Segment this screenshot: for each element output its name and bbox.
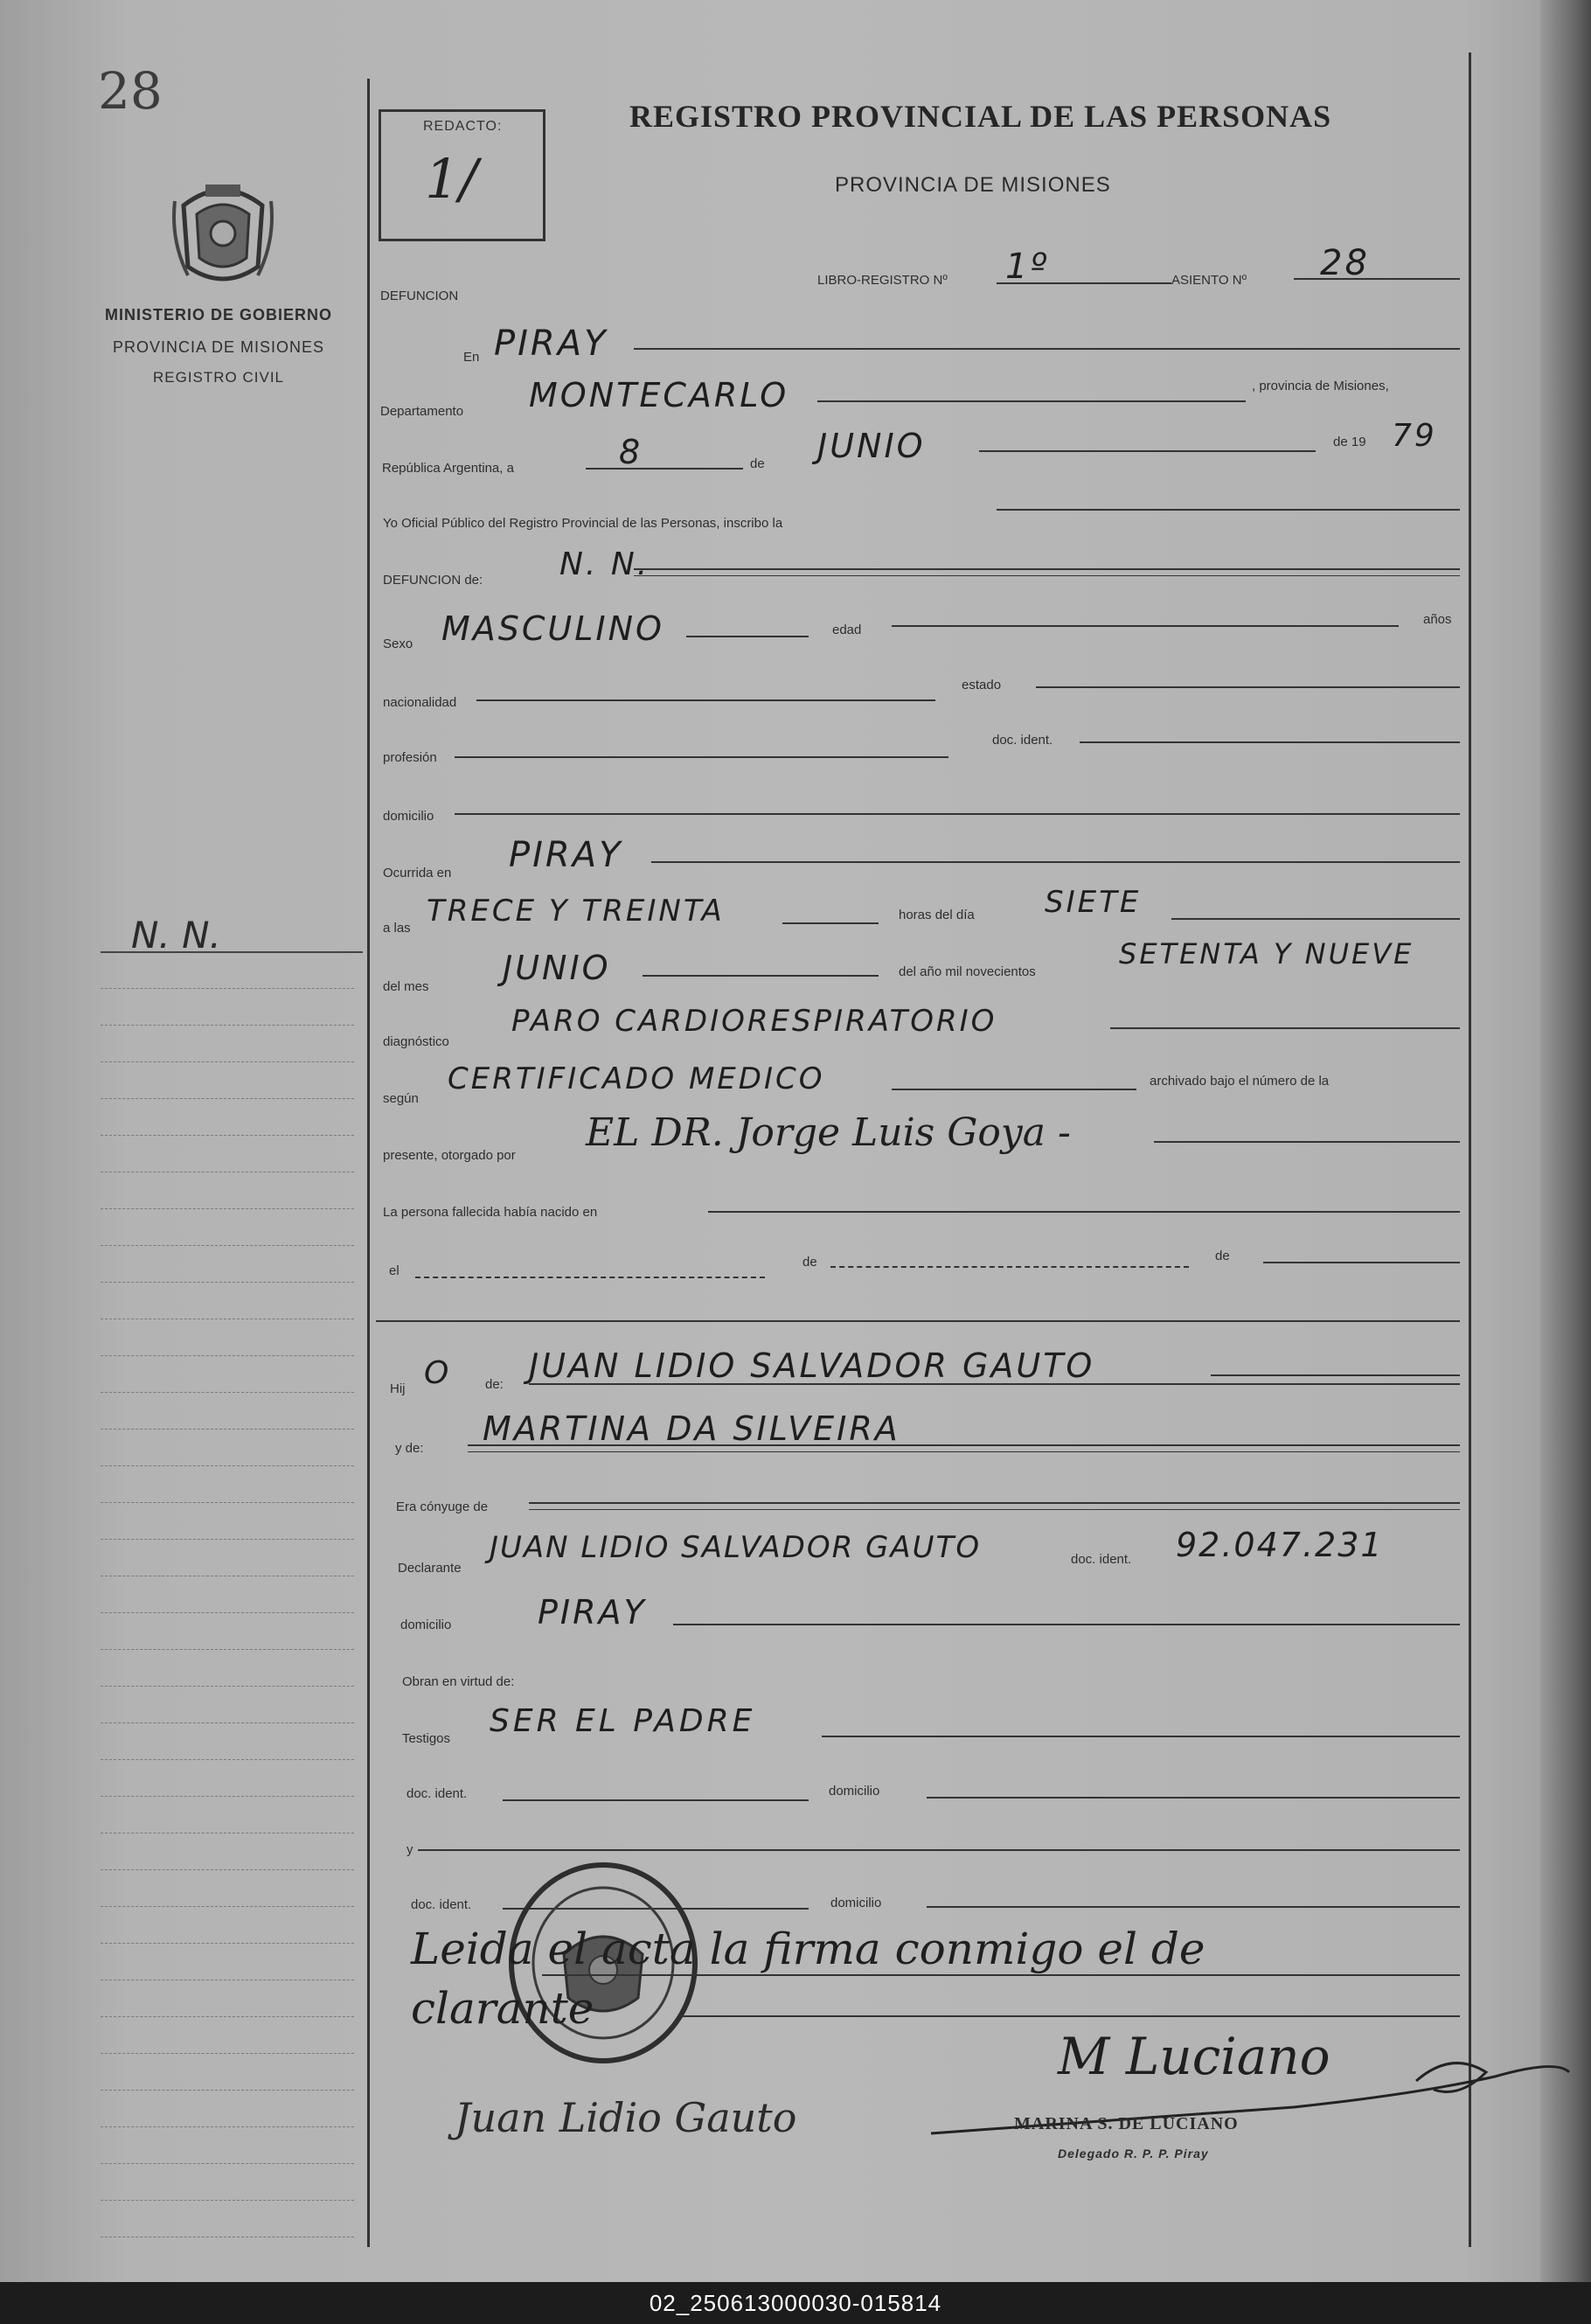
testigo2-domicilio-label: domicilio: [830, 1896, 882, 1910]
padre-value: JUAN LIDIO SALVADOR GAUTO: [529, 1346, 1095, 1385]
margin-ruled-line: [101, 1649, 354, 1650]
margin-ruled-line: [101, 1282, 354, 1283]
mes-line: [979, 450, 1316, 452]
ano-texto-value: SETENTA Y NUEVE: [1119, 937, 1414, 971]
lugar-line: [634, 348, 1460, 350]
provincia-label: , provincia de Misiones,: [1252, 379, 1389, 393]
margin-ruled-line: [101, 1355, 354, 1356]
mes-texto-value: JUNIO: [503, 949, 611, 987]
departamento-line: [817, 400, 1246, 402]
testigo1-domicilio-line: [927, 1797, 1460, 1799]
anos-label: años: [1423, 612, 1452, 627]
declarante-domicilio-value: PIRAY: [538, 1593, 647, 1632]
horas-label: horas del día: [899, 908, 975, 922]
lugar-value: PIRAY: [494, 324, 608, 364]
margin-ruled-line: [101, 2090, 354, 2091]
conyuge-line-2: [529, 1509, 1460, 1510]
dia-line: [586, 468, 743, 470]
form-border-right: [1469, 52, 1471, 2247]
testigo2-domicilio-line: [927, 1906, 1460, 1908]
a-las-label: a las: [383, 921, 411, 936]
province-line: PROVINCIA DE MISIONES: [112, 338, 325, 356]
testigo1-doc-label: doc. ident.: [406, 1786, 468, 1801]
otorgado-line: [1154, 1141, 1460, 1143]
margin-ruled-line: [101, 2053, 354, 2054]
dia-texto-line: [1171, 918, 1460, 920]
sexo-line: [686, 636, 809, 637]
ministry-line: MINISTERIO DE GOBIERNO: [104, 306, 333, 324]
republica-label: República Argentina, a: [382, 461, 514, 476]
conyuge-label: Era cónyuge de: [396, 1499, 489, 1514]
form-border-left: [367, 79, 370, 2247]
section-divider: [376, 1320, 1460, 1322]
margin-ruled-line: [101, 1208, 354, 1209]
official-name: MARINA S. DE LUCIANO: [1014, 2114, 1239, 2133]
closing-line-1-rule: [542, 1974, 1460, 1976]
hijo-label: Hij: [390, 1381, 406, 1396]
nacido-line: [708, 1211, 1460, 1213]
margin-ruled-line: [101, 1465, 354, 1466]
segun-line: [892, 1089, 1136, 1090]
document-subtitle: PROVINCIA DE MISIONES: [835, 173, 1111, 197]
official-signature: M Luciano: [1058, 2027, 1330, 2086]
asiento-value: 28: [1320, 243, 1370, 283]
en-label: En: [463, 350, 480, 365]
del-ano-label: del año mil novecientos: [899, 964, 1036, 979]
margin-ruled-line: [101, 1025, 354, 1026]
estado-label: estado: [962, 678, 1002, 692]
departamento-label: Departamento: [380, 404, 464, 419]
madre-line-2: [468, 1451, 1460, 1452]
archivado-label: archivado bajo el número de la: [1150, 1074, 1330, 1089]
hora-line: [782, 922, 879, 924]
nacionalidad-label: nacionalidad: [383, 695, 457, 710]
nacionalidad-line: [476, 699, 935, 701]
closing-line-2: clarante: [411, 1983, 594, 2034]
margin-ruled-line: [101, 1869, 354, 1870]
margin-ruled-line: [101, 1392, 354, 1393]
ocurrida-line: [651, 861, 1460, 863]
ano-value: 79: [1392, 418, 1437, 454]
profesion-label: profesión: [383, 750, 437, 765]
margin-ruled-line: [101, 1796, 354, 1797]
nombre-line: [634, 568, 1460, 570]
de-colon-label: de:: [485, 1377, 504, 1392]
declarante-domicilio-label: domicilio: [400, 1618, 452, 1632]
testigo2-doc-label: doc. ident.: [411, 1897, 472, 1912]
doc-ident-line: [1080, 741, 1460, 743]
el-de2-line: [1263, 1262, 1460, 1263]
ministry-header: [83, 306, 354, 386]
nombre-line-2: [634, 575, 1460, 576]
oficial-line: [997, 509, 1460, 511]
nacido-label: La persona fallecida había nacido en: [383, 1205, 598, 1220]
otorgado-value: EL DR. Jorge Luis Goya -: [586, 1110, 1071, 1155]
margin-ruled-line: [101, 988, 354, 989]
y-label: y: [406, 1842, 413, 1857]
scan-id-footer: 02_250613000030-015814: [649, 2290, 942, 2316]
page-edge: [1540, 0, 1591, 2282]
sexo-label: Sexo: [383, 637, 413, 651]
edad-label: edad: [832, 623, 862, 637]
domicilio-label: domicilio: [383, 809, 434, 824]
domicilio-line: [455, 813, 1460, 815]
testigo1-doc-line: [503, 1799, 809, 1801]
el-de-line: [830, 1266, 1189, 1268]
margin-ruled-line: [101, 2200, 354, 2201]
madre-line: [468, 1444, 1460, 1446]
margin-ruled-line: [101, 2126, 354, 2127]
libro-line: [997, 282, 1171, 284]
page-number: 28: [98, 61, 163, 121]
hora-value: TRECE Y TREINTA: [427, 894, 725, 929]
redacto-label: REDACTO:: [423, 119, 503, 134]
ocurrida-value: PIRAY: [509, 835, 623, 875]
closing-line-2-rule: [682, 2015, 1460, 2017]
segun-value: CERTIFICADO MEDICO: [448, 1061, 825, 1096]
hijo-sufijo-value: O: [424, 1355, 452, 1391]
conyuge-line: [529, 1502, 1460, 1504]
estado-line: [1036, 686, 1460, 688]
margin-ruled-line: [101, 2163, 354, 2164]
libro-value: 1º: [1005, 247, 1050, 287]
doc-ident-label: doc. ident.: [992, 733, 1053, 748]
obran-value: SER EL PADRE: [490, 1703, 756, 1739]
obran-label: Obran en virtud de:: [402, 1674, 515, 1689]
margin-ruled-line: [101, 1429, 354, 1430]
margin-ruled-line: [101, 1135, 354, 1136]
margin-ruled-line: [101, 1612, 354, 1613]
margin-ruled-line: [101, 2016, 354, 2017]
padre-line: [529, 1383, 1460, 1385]
diagnostico-label: diagnóstico: [383, 1034, 449, 1049]
y-de-label: y de:: [395, 1441, 424, 1456]
y-line: [418, 1849, 1460, 1851]
margin-ruled-line: [101, 1686, 354, 1687]
closing-line-1: Leida el acta la firma conmigo el de: [411, 1924, 1205, 1974]
registry-line: REGISTRO CIVIL: [152, 369, 285, 386]
sexo-value: MASCULINO: [441, 609, 664, 648]
margin-ruled-line: [101, 1722, 354, 1723]
dia-texto-value: SIETE: [1045, 885, 1142, 920]
de-label-2: de: [802, 1255, 817, 1270]
margin-ruled-line: [101, 1245, 354, 1246]
profesion-line: [455, 756, 948, 758]
oficial-label: Yo Oficial Público del Registro Provincial de las Personas, inscribo la: [383, 516, 783, 531]
margin-ruled-line: [101, 1061, 354, 1062]
edad-line: [892, 625, 1399, 627]
libro-label: LIBRO-REGISTRO Nº: [817, 273, 948, 288]
segun-label: según: [383, 1091, 419, 1106]
presente-label: presente, otorgado por: [383, 1148, 516, 1163]
mes-texto-line: [643, 975, 879, 977]
el-label: el: [389, 1263, 399, 1278]
testigo1-domicilio-label: domicilio: [829, 1784, 880, 1799]
declarante-value: JUAN LIDIO SALVADOR GAUTO: [490, 1530, 982, 1565]
declarante-signature: Juan Lidio Gauto: [455, 2094, 797, 2141]
dia-value: 8: [619, 433, 643, 471]
margin-ruled-line: [101, 1098, 354, 1099]
document-title: REGISTRO PROVINCIAL DE LAS PERSONAS: [629, 99, 1332, 134]
redacto-value: 1/: [425, 147, 478, 211]
margin-note: N. N.: [131, 914, 221, 957]
del-mes-label: del mes: [383, 979, 429, 994]
declarante-doc-value: 92.047.231: [1176, 1526, 1384, 1564]
year-prefix-label: de 19: [1333, 435, 1366, 449]
el-line: [415, 1277, 765, 1278]
testigos-label: Testigos: [402, 1731, 451, 1746]
diagnostico-line: [1110, 1027, 1460, 1029]
official-role: Delegado R. P. P. Piray: [1058, 2147, 1209, 2160]
de-label-3: de: [1215, 1249, 1230, 1263]
padre-line-2: [1211, 1374, 1460, 1376]
margin-divider: [101, 951, 363, 953]
redacto-box: [379, 109, 545, 241]
margin-ruled-line: [101, 1539, 354, 1540]
margin-ruled-line: [101, 1943, 354, 1944]
asiento-line: [1294, 278, 1460, 280]
nombre-value: N. N.: [559, 546, 650, 582]
declarante-domicilio-line: [673, 1624, 1460, 1625]
ocurrida-label: Ocurrida en: [383, 866, 452, 880]
diagnostico-value: PARO CARDIORESPIRATORIO: [511, 1004, 997, 1039]
defuncion-de-label: DEFUNCION de:: [383, 573, 483, 588]
testigos-line: [822, 1736, 1460, 1737]
madre-value: MARTINA DA SILVEIRA: [483, 1409, 900, 1448]
departamento-value: MONTECARLO: [529, 376, 789, 414]
margin-ruled-line: [101, 1759, 354, 1760]
margin-ruled-line: [101, 1502, 354, 1503]
coat-of-arms-icon: [166, 170, 280, 293]
asiento-label: ASIENTO Nº: [1171, 273, 1247, 288]
mes-value: JUNIO: [817, 427, 926, 465]
margin-ruled-line: [101, 1906, 354, 1907]
doc-type-label: DEFUNCION: [380, 289, 459, 303]
declarante-doc-label: doc. ident.: [1071, 1552, 1132, 1567]
de-label: de: [750, 456, 765, 471]
declarante-label: Declarante: [398, 1561, 462, 1576]
